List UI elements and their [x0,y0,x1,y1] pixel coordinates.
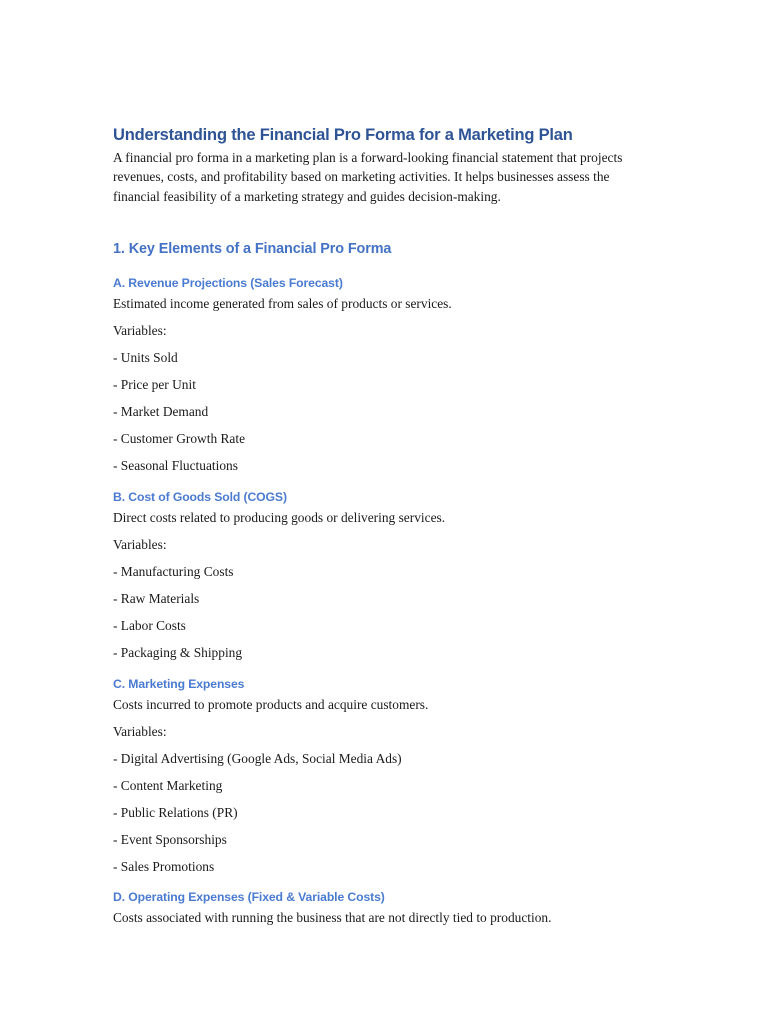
subsection-b-variables-label: Variables: [113,537,167,552]
subsection-a-variables-label: Variables: [113,323,167,338]
subsection-d-heading: D. Operating Expenses (Fixed & Variable Costs) [113,890,385,904]
document-title: Understanding the Financial Pro Forma for a Marketing Plan [113,126,573,144]
list-item: - Customer Growth Rate [113,431,246,446]
subsection-d-description: Costs associated with running the business that are not directly tied to production. [113,910,552,925]
list-item: - Seasonal Fluctuations [113,458,238,473]
list-item: - Digital Advertising (Google Ads, Social Media Ads) [113,751,402,766]
subsection-c-description: Costs incurred to promote products and acquire customers. [113,697,429,712]
subsection-a-description: Estimated income generated from sales of products or services. [113,296,452,311]
list-item: - Packaging & Shipping [113,645,243,660]
list-item: - Public Relations (PR) [113,805,238,820]
list-item: - Manufacturing Costs [113,564,234,579]
subsection-a-heading: A. Revenue Projections (Sales Forecast) [113,276,343,290]
list-item: - Price per Unit [113,377,196,392]
list-item: - Sales Promotions [113,859,215,874]
list-item: - Units Sold [113,350,178,365]
subsection-b-heading: B. Cost of Goods Sold (COGS) [113,490,287,504]
list-item: - Raw Materials [113,591,200,606]
list-item: - Event Sponsorships [113,832,227,847]
list-item: - Labor Costs [113,618,186,633]
intro-paragraph: A financial pro forma in a marketing plan is a forward-looking financial statement that projects revenues, costs, and profitability based on marketing activities. It helps businesses assess the financial feasibility of a marketing strategy and guides decision-making. [113,150,623,204]
subsection-c-variables-label: Variables: [113,724,167,739]
list-item: - Market Demand [113,404,209,419]
subsection-b-description: Direct costs related to producing goods or delivering services. [113,510,446,525]
list-item: - Content Marketing [113,778,223,793]
subsection-c-heading: C. Marketing Expenses [113,677,245,691]
section-1-heading: 1. Key Elements of a Financial Pro Forma [113,241,392,257]
